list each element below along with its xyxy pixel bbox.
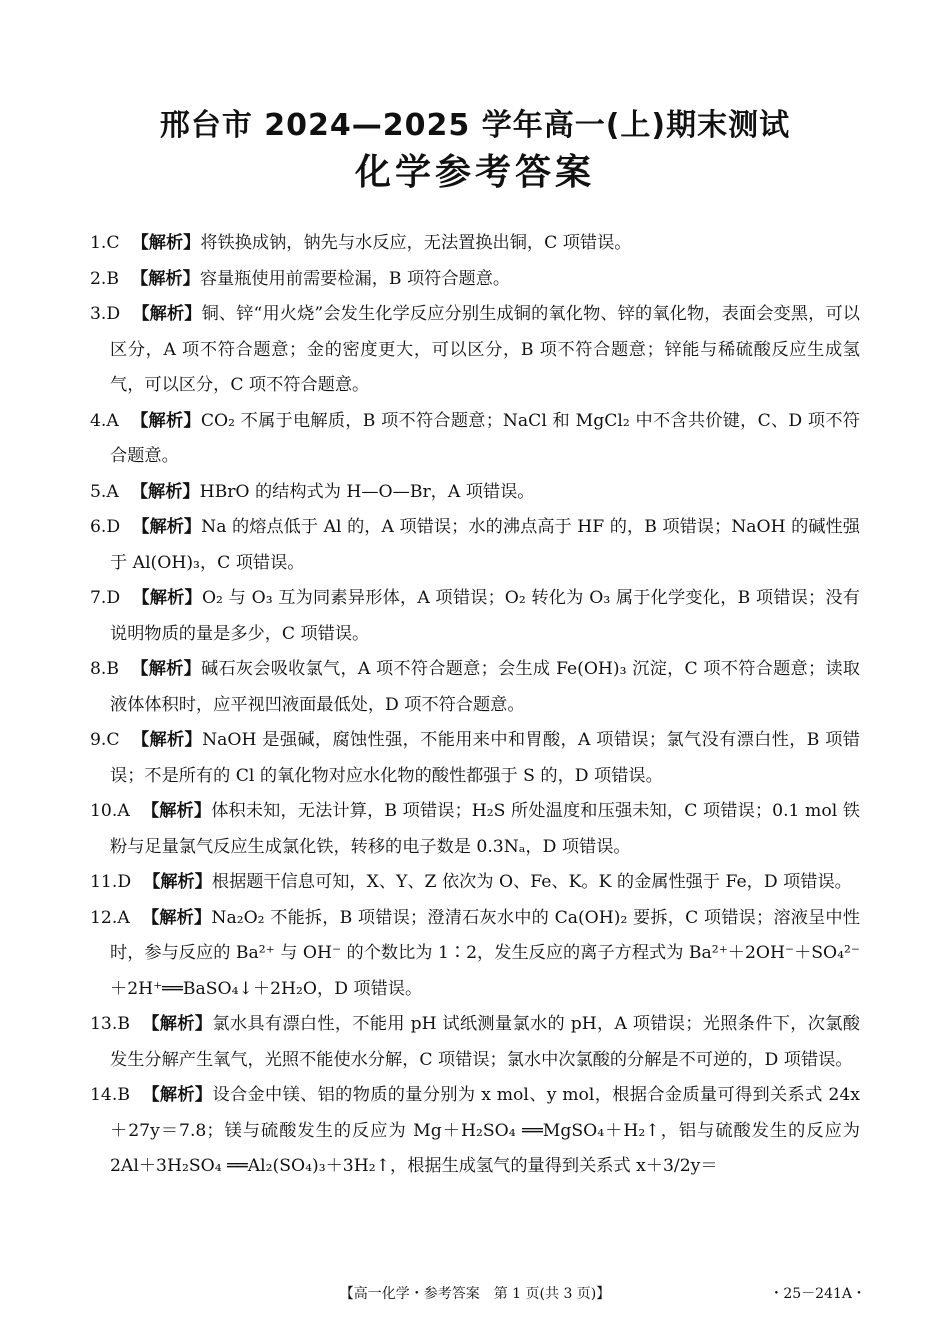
item-number: 3.: [90, 304, 107, 324]
item-answer: D: [117, 872, 132, 892]
item-explanation: 将铁换成钠，钠先与水反应，无法置换出铜，C 项错误。: [200, 233, 632, 253]
answer-item: [90, 297, 860, 404]
analysis-tag: 【解析】: [141, 1085, 213, 1105]
answer-item: [90, 901, 860, 1008]
page-subtitle: 化学参考答案: [354, 152, 595, 193]
item-answer: D: [106, 517, 121, 537]
item-answer: B: [117, 1085, 130, 1105]
answer-item: [90, 865, 860, 901]
item-answer: A: [117, 801, 130, 821]
item-answer: B: [117, 1014, 130, 1034]
item-answer: C: [106, 730, 120, 750]
item-explanation: 碱石灰会吸收氯气，A 项不符合题意；会生成 Fe(OH)₃ 沉淀，C 项不符合题意；读取液体体积时，应平视凹液面最低处，D 项不符合题意。: [110, 659, 860, 715]
analysis-tag: 【解析】: [130, 410, 201, 431]
item-explanation: HBrO 的结构式为 H—O—Br，A 项错误。: [199, 481, 535, 502]
item-explanation: CO₂ 不属于电解质，B 项不符合题意；NaCl 和 MgCl₂ 中不含共价键，C、D 项不符合题意。: [110, 410, 860, 466]
answer-item: [90, 404, 860, 475]
item-number: 2.: [90, 268, 107, 289]
item-number: 14.: [90, 1085, 118, 1105]
item-answer: A: [106, 410, 119, 431]
analysis-tag: 【解析】: [132, 588, 202, 608]
page-title: 邢台市 2024—2025 学年高一(上)期末测试: [159, 108, 791, 143]
item-answer: C: [106, 233, 120, 253]
analysis-tag: 【解析】: [141, 907, 212, 928]
answer-item: [90, 652, 860, 723]
item-number: 1.: [90, 233, 107, 253]
item-explanation: 体积未知，无法计算，B 项错误；H₂S 所处温度和压强未知，C 项错误；0.1 mol 铁粉与足量氯气反应生成氯化铁，转移的电子数是 0.3Nₐ，D 项错误。: [110, 801, 860, 857]
item-explanation: O₂ 与 O₃ 互为同素异形体，A 项错误；O₂ 转化为 O₃ 属于化学变化，B 项错误；没有说明物质的量是多少，C 项错误。: [110, 588, 860, 644]
item-answer: D: [106, 588, 121, 608]
item-explanation: NaOH 是强碱，腐蚀性强，不能用来中和胃酸，A 项错误；氯气没有漂白性，B 项错误；不是所有的 Cl 的氧化物对应水化物的酸性都强于 S 的，D 项错误。: [110, 730, 860, 786]
answer-item: [90, 581, 860, 652]
item-number: 10.: [90, 801, 118, 821]
answer-item: [90, 723, 860, 794]
analysis-tag: 【解析】: [141, 1014, 213, 1034]
item-number: 8.: [90, 659, 107, 679]
analysis-tag: 【解析】: [131, 659, 202, 679]
analysis-tag: 【解析】: [130, 481, 200, 502]
item-number: 5.: [90, 481, 107, 502]
analysis-tag: 【解析】: [141, 801, 212, 821]
analysis-tag: 【解析】: [132, 304, 202, 324]
analysis-tag: 【解析】: [143, 872, 212, 892]
item-number: 7.: [90, 588, 107, 608]
item-number: 13.: [90, 1014, 118, 1034]
item-number: 9.: [90, 730, 107, 750]
item-explanation: Na₂O₂ 不能拆，B 项错误；澄清石灰水中的 Ca(OH)₂ 要拆，C 项错误；溶液呈中性时，参与反应的 Ba²⁺ 与 OH⁻ 的个数比为 1∶2，发生反应的离子方程式为 Ba²⁺＋2OH⁻＋SO₄²⁻＋2H⁺══BaSO₄↓＋2H₂O，D 项错误。: [110, 907, 860, 999]
answer-item: [90, 510, 860, 581]
item-number: 11.: [90, 872, 118, 892]
item-number: 4.: [90, 410, 107, 431]
answer-list: [90, 226, 860, 1185]
item-answer: A: [117, 907, 130, 928]
answer-item: [90, 1078, 860, 1185]
item-number: 6.: [90, 517, 107, 537]
answer-item: [90, 475, 860, 511]
answer-item: [90, 262, 860, 298]
item-explanation: 根据题干信息可知，X、Y、Z 依次为 O、Fe、K。K 的金属性强于 Fe，D 项错误。: [211, 872, 852, 892]
item-number: 12.: [90, 907, 118, 928]
answer-item: [90, 794, 860, 865]
item-explanation: 容量瓶使用前需要检漏，B 项符合题意。: [199, 268, 511, 289]
item-answer: D: [106, 304, 121, 324]
analysis-tag: 【解析】: [131, 268, 200, 289]
item-explanation: 铜、锌“用火烧”会发生化学反应分别生成铜的氧化物、锌的氧化物，表面会变黑，可以区分，A 项不符合题意；金的密度更大，可以区分，B 项不符合题意；锌能与稀硫酸反应生成氢气，可以区分，C 项不符合题意。: [110, 304, 860, 395]
answer-item: [90, 1007, 860, 1078]
document-code: ・25－241A・: [769, 1286, 866, 1302]
page-footer: 【高一化学・参考答案 第 1 页(共 3 页)】: [339, 1286, 611, 1302]
item-explanation: 氯水具有漂白性，不能用 pH 试纸测量氯水的 pH，A 项错误；光照条件下，次氯酸发生分解产生氧气，光照不能使水分解，C 项错误；氯水中次氯酸的分解是不可逆的，D 项错误。: [110, 1014, 860, 1070]
item-answer: B: [106, 268, 120, 289]
item-explanation: Na 的熔点低于 Al 的，A 项错误；水的沸点高于 HF 的，B 项错误；NaOH 的碱性强于 Al(OH)₃，C 项错误。: [110, 517, 860, 573]
item-answer: A: [106, 481, 119, 502]
analysis-tag: 【解析】: [131, 730, 203, 750]
item-answer: B: [106, 659, 120, 679]
analysis-tag: 【解析】: [131, 233, 201, 253]
item-explanation: 设合金中镁、铝的物质的量分别为 x mol、y mol，根据合金质量可得到关系式 24x＋27y＝7.8；镁与硫酸发生的反应为 Mg＋H₂SO₄ ══MgSO₄＋H₂↑，铝与硫酸发生的反应为 2Al＋3H₂SO₄ ══Al₂(SO₄)₃＋3H₂↑，根据生成氢气的量得到关系式 x＋3/2y＝: [110, 1085, 860, 1176]
analysis-tag: 【解析】: [132, 517, 202, 537]
answer-item: [90, 226, 860, 262]
